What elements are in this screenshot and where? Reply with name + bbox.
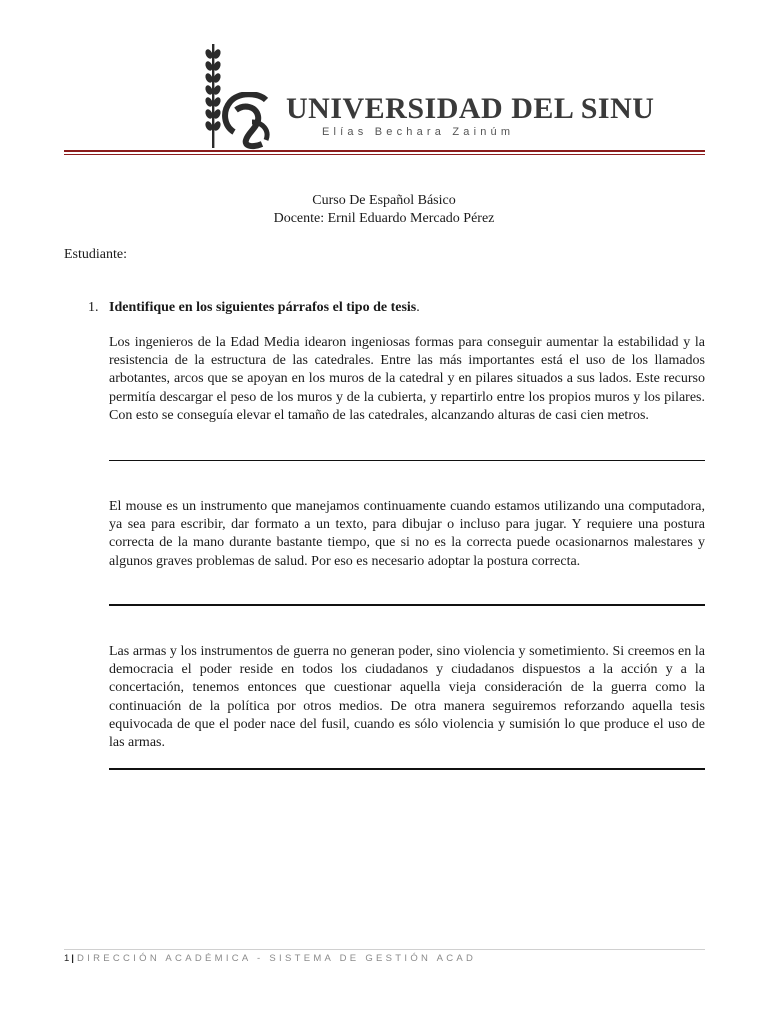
page-footer	[64, 953, 476, 964]
paragraph-1: Los ingenieros de la Edad Media idearon ingeniosas formas para conseguir aumentar la estabilidad y la resistencia de la estructura de las catedrales. Entre las más importantes está el uso de los llamados arbotantes, arcos que se apoyan en los muros de la catedral y en pilares situados a sus lados. Este recurso permitía descargar el peso de los muros y de la cubierta, y repartirlo entre los propios muros y los pilares. Con esto se conseguía elevar el tamaño de las catedrales, alcanzando alturas de casi cien metros.	[109, 335, 705, 423]
university-subtitle: Elías Bechara Zainúm	[322, 126, 515, 138]
question-title	[109, 300, 420, 316]
answer-line-2[interactable]	[109, 604, 705, 606]
answer-line-3[interactable]	[109, 768, 705, 770]
wheat-logo-icon	[203, 44, 223, 148]
page-number: 1	[64, 953, 70, 964]
course-title: Curso De Español Básico	[312, 193, 456, 208]
footer-department: DIRECCIÓN ACADÉMICA - SISTEMA DE GESTIÓN ACAD	[76, 953, 477, 964]
header-rule-secondary	[64, 154, 705, 155]
answer-line-1[interactable]	[109, 460, 705, 461]
question-number: 1.	[88, 300, 99, 315]
university-name: UNIVERSIDAD DEL SINU	[286, 92, 655, 125]
question-title-period: .	[416, 300, 420, 315]
student-label: Estudiante:	[64, 247, 127, 262]
footer-separator: |	[71, 953, 74, 964]
header-rule	[64, 150, 705, 152]
question-title-text: Identifique en los siguientes párrafos el tipo de tesis	[109, 300, 417, 315]
document-header	[0, 0, 768, 160]
paragraph-3: Las armas y los instrumentos de guerra no generan poder, sino violencia y sometimiento. Si creemos en la democracia el poder reside en todos los ciudadanos y ciudadanos dispuestos a la acción y a la concertación, tenemos entonces que cuestionar aquella vieja consideración de la guerra como la continuación de la política por otros medios. De otra manera seguiremos reforzando aquella tesis equivocada de que el poder nace del fusil, cuando es sólo violencia y sumisión lo que produce el uso de las armas.	[109, 644, 705, 751]
footer-rule	[64, 949, 705, 950]
teacher-name: Docente: Ernil Eduardo Mercado Pérez	[273, 211, 495, 226]
university-seal-icon	[222, 92, 272, 150]
paragraph-2: El mouse es un instrumento que manejamos continuamente cuando estamos utilizando una computadora, ya sea para escribir, dar formato a un texto, para dibujar o incluso para jugar. Y requiere una postura correcta de la mano durante bastante tiempo, que si no es la correcta puede ocasionarnos malestares y algunos graves problemas de salud. Por eso es necesario adoptar la postura correcta.	[109, 499, 705, 569]
